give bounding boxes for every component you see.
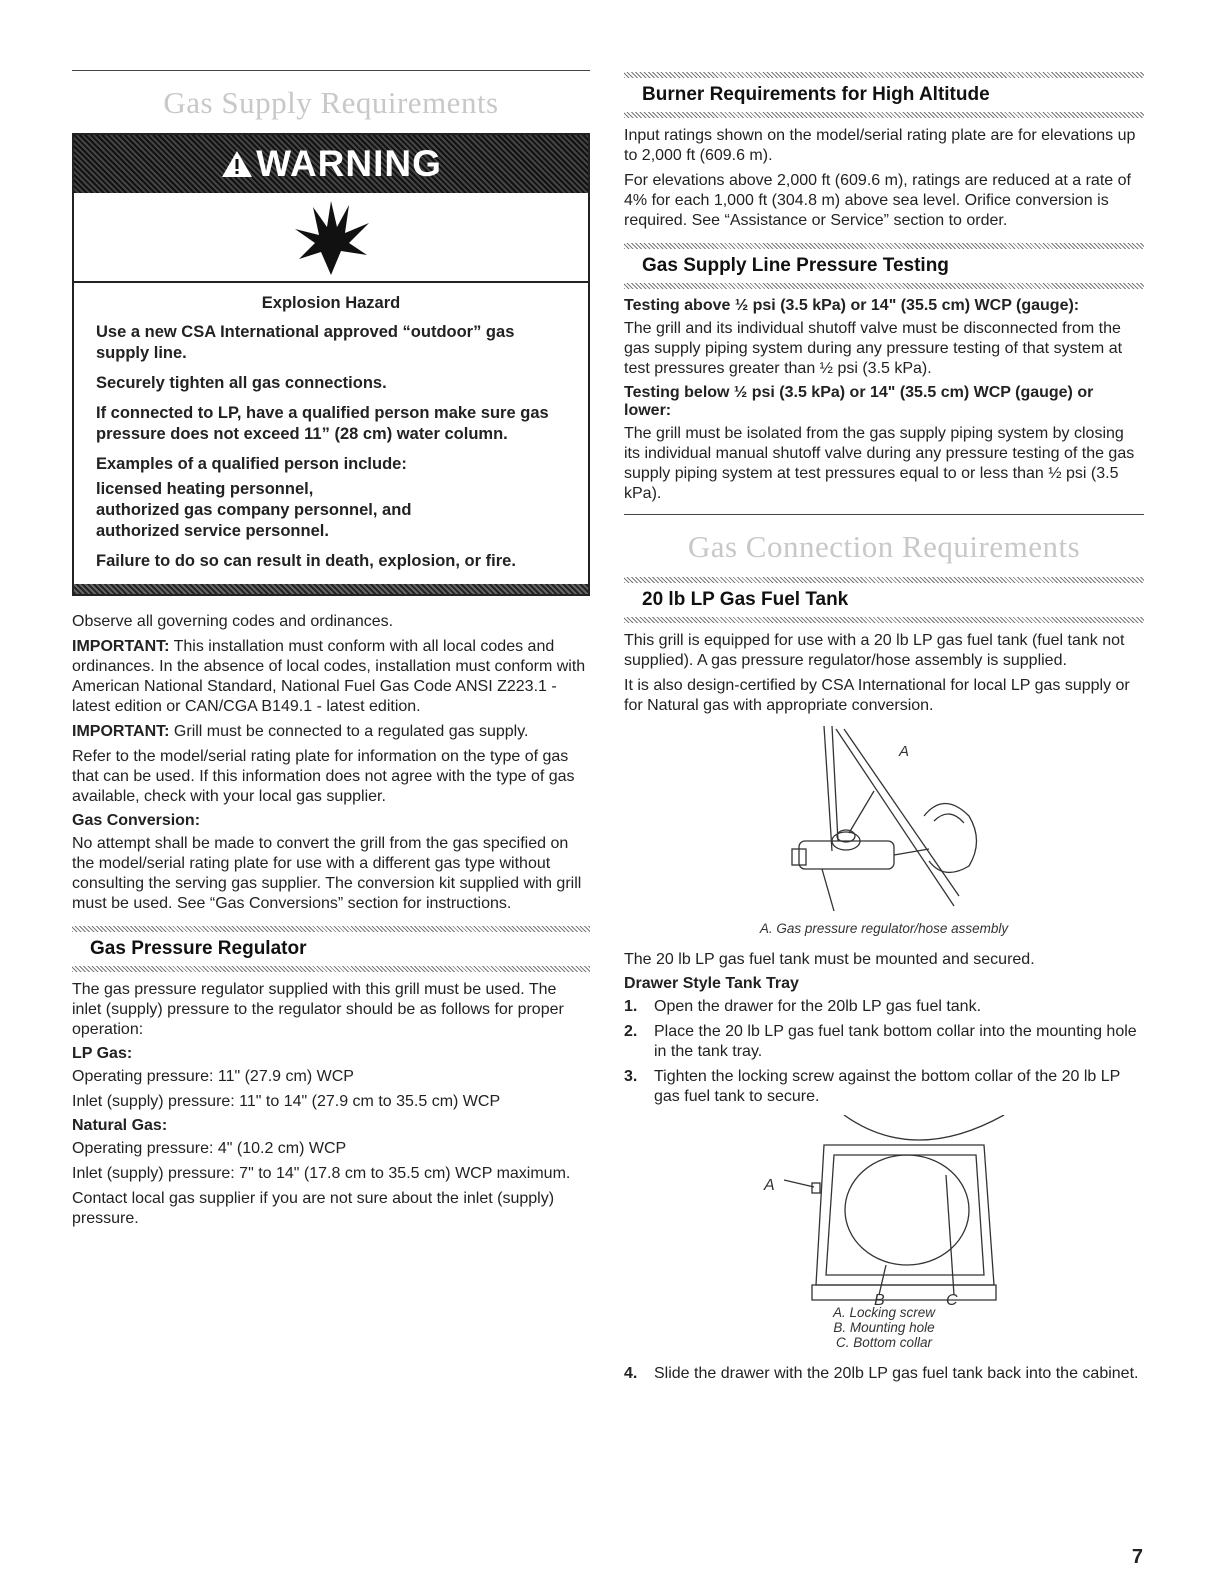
paragraph: This grill is equipped for use with a 20 lb LP gas fuel tank (fuel tank not supplied). A gas pressure regulator/hose assembly is supplied. — [624, 632, 1125, 669]
section-header — [624, 72, 1144, 118]
warning-line: Failure to do so can result in death, explosion, or fire. — [96, 552, 516, 570]
explosion-icon-area — [74, 193, 588, 283]
subheading: Gas Conversion: — [72, 812, 201, 829]
paragraph: For elevations above 2,000 ft (609.6 m), ratings are reduced at a rate of 4% for each 1,000 ft (304.8 m) above sea level. Orifice conversion is required. See “Assistance or Service” section to order. — [624, 172, 1131, 229]
figure-caption: B. Mounting hole — [833, 1320, 935, 1335]
section-title: Gas Supply Line Pressure Testing — [642, 255, 949, 276]
warning-triangle-icon — [220, 149, 254, 179]
paragraph: Inlet (supply) pressure: 7" to 14" (17.8 cm to 35.5 cm) WCP maximum. — [72, 1165, 571, 1182]
subheading: LP Gas: — [72, 1045, 133, 1062]
section-title: Gas Pressure Regulator — [90, 938, 307, 959]
figure-label-a: A — [899, 743, 910, 760]
warning-body — [74, 283, 588, 584]
warning-title: WARNING — [256, 143, 442, 184]
list-item: 3. Tighten the locking screw against the bottom collar of the 20 lb LP gas fuel tank to secure. — [624, 1068, 1121, 1105]
warning-line: Use a new CSA International approved “outdoor” gas supply line. — [96, 323, 515, 362]
warning-line: authorized service personnel. — [96, 522, 329, 540]
paragraph: IMPORTANT: This installation must conform with all local codes and ordinances. In the absence of local codes, installation must conform with American National Standard, National Fuel Gas Code ANSI Z223.1 - latest edition or CAN/CGA B149.1 - latest edition. — [72, 638, 586, 715]
paragraph: The gas pressure regulator supplied with this grill must be used. The inlet (supply) pressure to the regulator should be as follows for proper operation: — [72, 981, 564, 1038]
steps-list — [624, 997, 1144, 1107]
warning-line: Examples of a qualified person include: — [96, 455, 407, 473]
section-heading-gas-connection: Gas Connection Requirements — [687, 529, 1081, 564]
hazard-title: Explosion Hazard — [261, 294, 401, 312]
right-column — [624, 70, 1144, 1392]
section-title: Burner Requirements for High Altitude — [642, 84, 990, 105]
regulator-illustration — [624, 721, 1144, 921]
paragraph: The grill must be isolated from the gas supply piping system by closing its individual manual shutoff valve during any pressure testing of the gas supply piping system at test pressures equal to or less than ½ psi (3.5 kPa). — [624, 425, 1135, 502]
list-item: 4. Slide the drawer with the 20lb LP gas fuel tank back into the cabinet. — [624, 1365, 1139, 1382]
paragraph: Observe all governing codes and ordinances. — [72, 613, 394, 630]
section-title: 20 lb LP Gas Fuel Tank — [642, 589, 849, 610]
warning-line: licensed heating personnel, — [96, 480, 314, 498]
figure-caption: A. Gas pressure regulator/hose assembly — [759, 921, 1009, 936]
subheading: Natural Gas: — [72, 1117, 168, 1134]
paragraph: The grill and its individual shutoff valve must be disconnected from the gas supply piping system during any pressure testing of that system at test pressures greater than ½ psi (3.5 kPa). — [624, 320, 1123, 377]
subheading: Drawer Style Tank Tray — [624, 975, 799, 992]
paragraph: Operating pressure: 4" (10.2 cm) WCP — [72, 1140, 347, 1157]
steps-list — [624, 1364, 1144, 1384]
figure-label-a: A — [764, 1177, 775, 1194]
warning-box — [72, 133, 590, 596]
paragraph: Refer to the model/serial rating plate for information on the type of gas that can be used. If this information does not agree with the type of gas available, check with your local gas supplier. — [72, 748, 575, 805]
explosion-icon — [291, 197, 371, 277]
page-number: 7 — [1131, 1546, 1143, 1568]
figure-label-b: B — [874, 1292, 885, 1305]
list-item: 2. Place the 20 lb LP gas fuel tank bottom collar into the mounting hole in the tank tray. — [624, 1023, 1137, 1060]
subheading: Testing above ½ psi (3.5 kPa) or 14" (35.5 cm) WCP (gauge): — [624, 297, 1080, 314]
tank-tray-illustration — [624, 1115, 1144, 1305]
paragraph: Input ratings shown on the model/serial rating plate are for elevations up to 2,000 ft (609.6 m). — [624, 127, 1136, 164]
regulator-figure — [624, 721, 1144, 921]
figure-caption: C. Bottom collar — [835, 1335, 933, 1350]
warning-line: If connected to LP, have a qualified person make sure gas pressure does not exceed 11” (28 cm) water column. — [96, 404, 549, 443]
subheading: Testing below ½ psi (3.5 kPa) or 14" (35.5 cm) WCP (gauge) or lower: — [624, 384, 1094, 419]
figure-label-c: C — [946, 1292, 958, 1305]
paragraph: Operating pressure: 11" (27.9 cm) WCP — [72, 1068, 354, 1085]
paragraph: It is also design-certified by CSA International for local LP gas supply or for Natural gas with appropriate conversion. — [624, 677, 1130, 714]
warning-line: authorized gas company personnel, and — [96, 501, 412, 519]
warning-bottom-bar — [74, 584, 588, 594]
section-header — [72, 926, 590, 972]
list-item: 1. Open the drawer for the 20lb LP gas fuel tank. — [624, 998, 982, 1015]
warning-banner — [74, 135, 588, 193]
paragraph: Contact local gas supplier if you are not sure about the inlet (supply) pressure. — [72, 1190, 555, 1227]
tank-tray-figure — [624, 1115, 1144, 1305]
left-column — [72, 70, 590, 1234]
section-header — [624, 243, 1144, 289]
section-header — [624, 577, 1144, 623]
paragraph: The 20 lb LP gas fuel tank must be mounted and secured. — [624, 951, 1035, 968]
section-heading-gas-supply: Gas Supply Requirements — [163, 85, 499, 120]
warning-line: Securely tighten all gas connections. — [96, 374, 387, 392]
top-rule — [72, 70, 590, 71]
paragraph: No attempt shall be made to convert the grill from the gas specified on the model/serial rating plate for use with a different gas type without consulting the serving gas supplier. The conversion kit supplied with grill must be used. See “Gas Conversions” section for instructions. — [72, 835, 582, 912]
paragraph: IMPORTANT: Grill must be connected to a regulated gas supply. — [72, 723, 529, 740]
section-rule — [624, 514, 1144, 515]
figure-caption: A. Locking screw — [832, 1305, 936, 1320]
paragraph: Inlet (supply) pressure: 11" to 14" (27.9 cm to 35.5 cm) WCP — [72, 1093, 501, 1110]
